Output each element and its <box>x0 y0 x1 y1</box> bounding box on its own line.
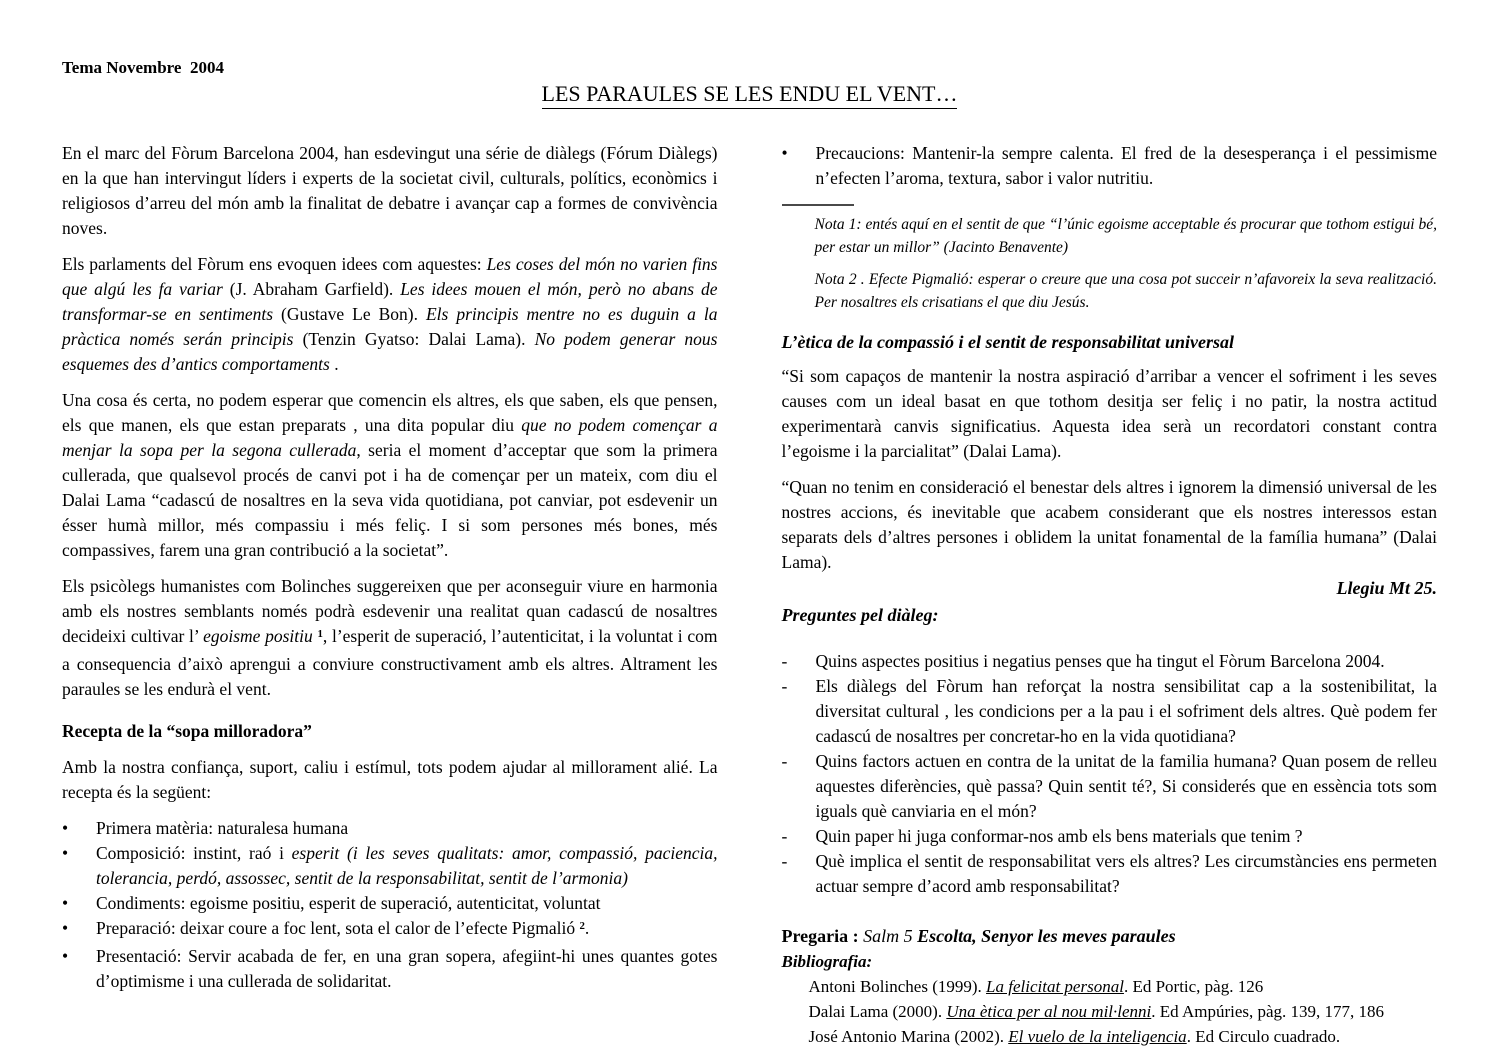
list-item-text: Composició: instint, raó i esperit (i les seves qualitats: amor, compassió, paciencia, tolerancia, perdó, assossec, sentit de la responsabilitat, sentit de l’armonia) <box>96 843 718 888</box>
llegiu-reference: Llegiu Mt 25. <box>1336 578 1437 598</box>
bibliography-entry: Antoni Bolinches (1999). La felicitat personal. Ed Portic, pàg. 126 <box>808 977 1264 996</box>
list-item-text: Presentació: Servir acabada de fer, en una gran sopera, afegiint-hi unes quantes gotes d’optimisme i una cullerada de solidaritat. <box>96 946 718 991</box>
bullet-marker: • <box>62 918 69 938</box>
footnote-nota-1: Nota 1: entés aquí en el sentit de que “l’únic egoisme acceptable és procurar que tothom estigui bé, per estar un millor” (Jacinto Benavente) <box>814 216 1437 256</box>
question-text: Quins factors actuen en contra de la unitat de la familia humana? Quan posem de relleu aquestes diferències, què passa? Quin sentit té?, Si considerés que en essència tots som iguals què canviaria en el món? <box>815 751 1437 821</box>
question-item <box>782 824 1438 849</box>
list-item-text: Precaucions: Mantenir-la sempre calenta. El fred de la desesperança i el pessimisme n’efecten l’aroma, textura, sabor i valor nutritiu. <box>815 143 1437 188</box>
footnote-nota-2: Nota 2 . Efecte Pigmalió: esperar o creure que una cosa pot succeir n’afavoreix la seva realització. Per nosaltres els crisatians el que diu Jesús. <box>814 271 1437 311</box>
paragraph-forum-intro: En el marc del Fòrum Barcelona 2004, han esdevingut una série de diàlegs (Fórum Diàlegs) en la que han intervingut líders i experts de la societat civil, culturals, polítics, econòmics i religiosos d’arreu del món amb la finalitat de debatre i avançar cap a formes de convivència noves. <box>62 143 718 238</box>
right-column <box>782 141 1438 1049</box>
question-item <box>782 749 1438 824</box>
pregaria-line: Pregaria : Salm 5 Escolta, Senyor les meves paraules <box>781 926 1176 946</box>
paragraph-recepta-intro: Amb la nostra confiança, suport, caliu i estímul, tots podem ajudar al millorament alié. La recepta és la següent: <box>62 757 718 802</box>
bullet-marker: • <box>62 893 69 913</box>
bullet-marker: • <box>62 946 69 966</box>
recepta-heading: Recepta de la “sopa milloradora” <box>62 721 312 741</box>
dash-marker: - <box>781 751 788 771</box>
list-item-text: Preparació: deixar coure a foc lent, sota el calor de l’efecte Pigmalió $^2$. <box>96 918 590 938</box>
paragraph-quotes: Els parlaments del Fòrum ens evoquen idees com aquestes: Les coses del món no varien fins que algú les fa variar (J. Abraham Garfield). Les idees mouen el món, però no abans de transformar-se en sentiments (Gustave Le Bon). Els principis mentre no es duguin a la pràctica només serán principis (Tenzin Gyatso: Dalai Lama). No podem generar nous esquemes des d’antics comportaments . <box>62 254 718 374</box>
ingredients-list <box>62 816 718 994</box>
etica-heading: L’ètica de la compassió i el sentit de responsabilitat universal <box>781 332 1234 352</box>
dash-marker: - <box>781 676 788 696</box>
question-item <box>782 674 1438 749</box>
paragraph-psicolegs: Els psicòlegs humanistes com Bolinches suggereixen que per aconseguir viure en harmonia amb els nostres semblants només podrà esdevenir una realitat quan cadascú de nosaltres decideixi cultivar l’ egoisme positiu $^1$, l’esperit de superació, l’autenticitat, i la voluntat i com a consequencia d’això aprengui a conviure constructivament amb els altres. Altrament les paraules se les endurà el vent. <box>62 576 718 699</box>
list-item <box>62 816 718 841</box>
bullet-marker: • <box>62 843 69 863</box>
preguntes-heading: Preguntes pel diàleg: <box>781 605 939 625</box>
list-item-text: Condiments: egoisme positiu, esperit de superació, autenticitat, voluntat <box>96 893 601 913</box>
dash-marker: - <box>781 651 788 671</box>
question-text: Què implica el sentit de responsabilitat vers els altres? Les circumstàncies ens permeten actuar sempre d’acord amb responsabilitat? <box>815 851 1437 896</box>
bibliografia-heading: Bibliografia: <box>781 952 873 971</box>
list-item <box>62 916 718 944</box>
paragraph-dalai-quote-1: “Si som capaços de mantenir la nostra aspiració d’arribar a vencer el sofriment i les seves causes com un ideal basat en que tothom desitja ser feliç i no patir, la nostra actitud experimentarà canvis significatius. Aquesta idea serà un recordatori constant contra l’egoisme i la parcialitat” (Dalai Lama). <box>781 366 1437 461</box>
bullet-marker: • <box>62 818 69 838</box>
list-item <box>62 841 718 891</box>
title-row <box>62 81 1437 109</box>
paragraph-dalai-quote-2: “Quan no tenim en consideració el benestar dels altres i ignorem la dimensió universal de les nostres accions, és inevitable que acabem considerant que els nostres interessos estan separats dels d’altres persones i oblidem la unitat fonamental de la família humana” (Dalai Lama). <box>781 477 1437 572</box>
question-text: Quins aspectes positius i negatius penses que ha tingut el Fòrum Barcelona 2004. <box>815 651 1385 671</box>
paragraph-una-cosa-certa: Una cosa és certa, no podem esperar que comencin els altres, els que saben, els que pensen, els que manen, els que estan preparats , una dita popular diu que no podem començar a menjar la sopa per la segona cullerada, seria el moment d’acceptar que som la primera cullerada, que qualsevol procés de canvi pot i ha de començar per un mateix, com diu el Dalai Lama “cadascú de nosaltres en la seva vida quotidiana, pot canviar, pot esdevenir un ésser humà millor, més compassiu i més feliç. I si som persones més bones, més compassives, farem una gran contribució a la societat”. <box>62 390 718 560</box>
list-item-text: Primera matèria: naturalesa humana <box>96 818 349 838</box>
footnote-divider <box>782 204 854 206</box>
list-item <box>62 891 718 916</box>
dash-marker: - <box>781 851 788 871</box>
bibliography-entry: José Antonio Marina (2002). El vuelo de la inteligencia. Ed Circulo cuadrado. <box>808 1027 1341 1046</box>
page-title: LES PARAULES SE LES ENDU EL VENT… <box>542 81 958 109</box>
two-column-layout <box>62 141 1437 1049</box>
dash-marker: - <box>781 826 788 846</box>
questions-list <box>782 649 1438 899</box>
bibliography-entry: Dalai Lama (2000). Una ètica per al nou mil·lenni. Ed Ampúries, pàg. 139, 177, 186 <box>808 1002 1385 1021</box>
bibliography-list <box>782 974 1438 1049</box>
tema-label: Tema Novembre 2004 <box>62 58 224 77</box>
list-item-precaucions <box>782 141 1438 191</box>
bullet-marker: • <box>781 143 788 163</box>
question-text: Els diàlegs del Fòrum han reforçat la nostra sensibilitat cap a la sostenibilitat, la diversitat cultural , les condicions per a la pau i el sofriment dels altres. Què podem fer cadascú de nosaltres per concretar-ho en la vida quotidiana? <box>815 676 1437 746</box>
question-text: Quin paper hi juga conformar-nos amb els bens materials que tenim ? <box>815 826 1303 846</box>
question-item <box>782 649 1438 674</box>
question-item <box>782 849 1438 899</box>
left-column <box>62 141 718 1049</box>
list-item <box>62 944 718 994</box>
